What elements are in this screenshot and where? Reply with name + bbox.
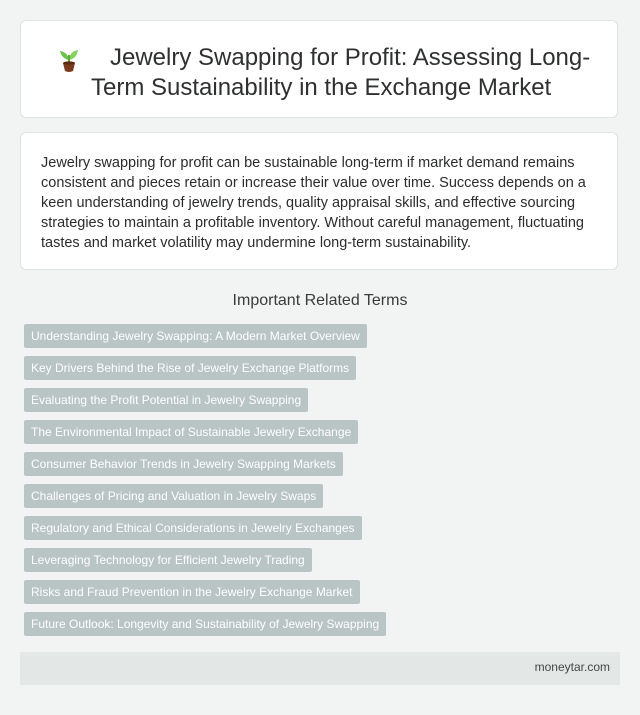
- title-card: [20, 20, 618, 118]
- term-tag[interactable]: Challenges of Pricing and Valuation in Jewelry Swaps: [24, 484, 323, 508]
- footer-site-link[interactable]: moneytar.com: [534, 660, 610, 674]
- term-tag[interactable]: Key Drivers Behind the Rise of Jewelry Exchange Platforms: [24, 356, 356, 380]
- term-tag[interactable]: The Environmental Impact of Sustainable Jewelry Exchange: [24, 420, 358, 444]
- term-tag[interactable]: Leveraging Technology for Efficient Jewelry Trading: [24, 548, 312, 572]
- term-tag[interactable]: Evaluating the Profit Potential in Jewelry Swapping: [24, 388, 308, 412]
- summary-card: [20, 132, 618, 270]
- term-tag[interactable]: Future Outlook: Longevity and Sustainability of Jewelry Swapping: [24, 612, 386, 636]
- terms-heading: Important Related Terms: [232, 292, 408, 309]
- footer-bar: [20, 652, 620, 685]
- term-tag[interactable]: Regulatory and Ethical Considerations in Jewelry Exchanges: [24, 516, 362, 540]
- term-tag[interactable]: Consumer Behavior Trends in Jewelry Swapping Markets: [24, 452, 343, 476]
- summary-paragraph: Jewelry swapping for profit can be sustainable long-term if market demand remains consistent and pieces retain or increase their value over time. Success depends on a keen understanding of jewelry trends, quality appraisal skills, and effective sourcing strategies to maintain a profitable inventory. Without careful management, fluctuating tastes and market volatility may undermine long-term sustainability.: [41, 155, 586, 251]
- terms-list: [24, 324, 624, 644]
- term-tag[interactable]: Risks and Fraud Prevention in the Jewelry Exchange Market: [24, 580, 360, 604]
- page-title: Jewelry Swapping for Profit: Assessing Long-Term Sustainability in the Exchange Market: [91, 44, 591, 101]
- term-tag[interactable]: Understanding Jewelry Swapping: A Modern Market Overview: [24, 324, 367, 348]
